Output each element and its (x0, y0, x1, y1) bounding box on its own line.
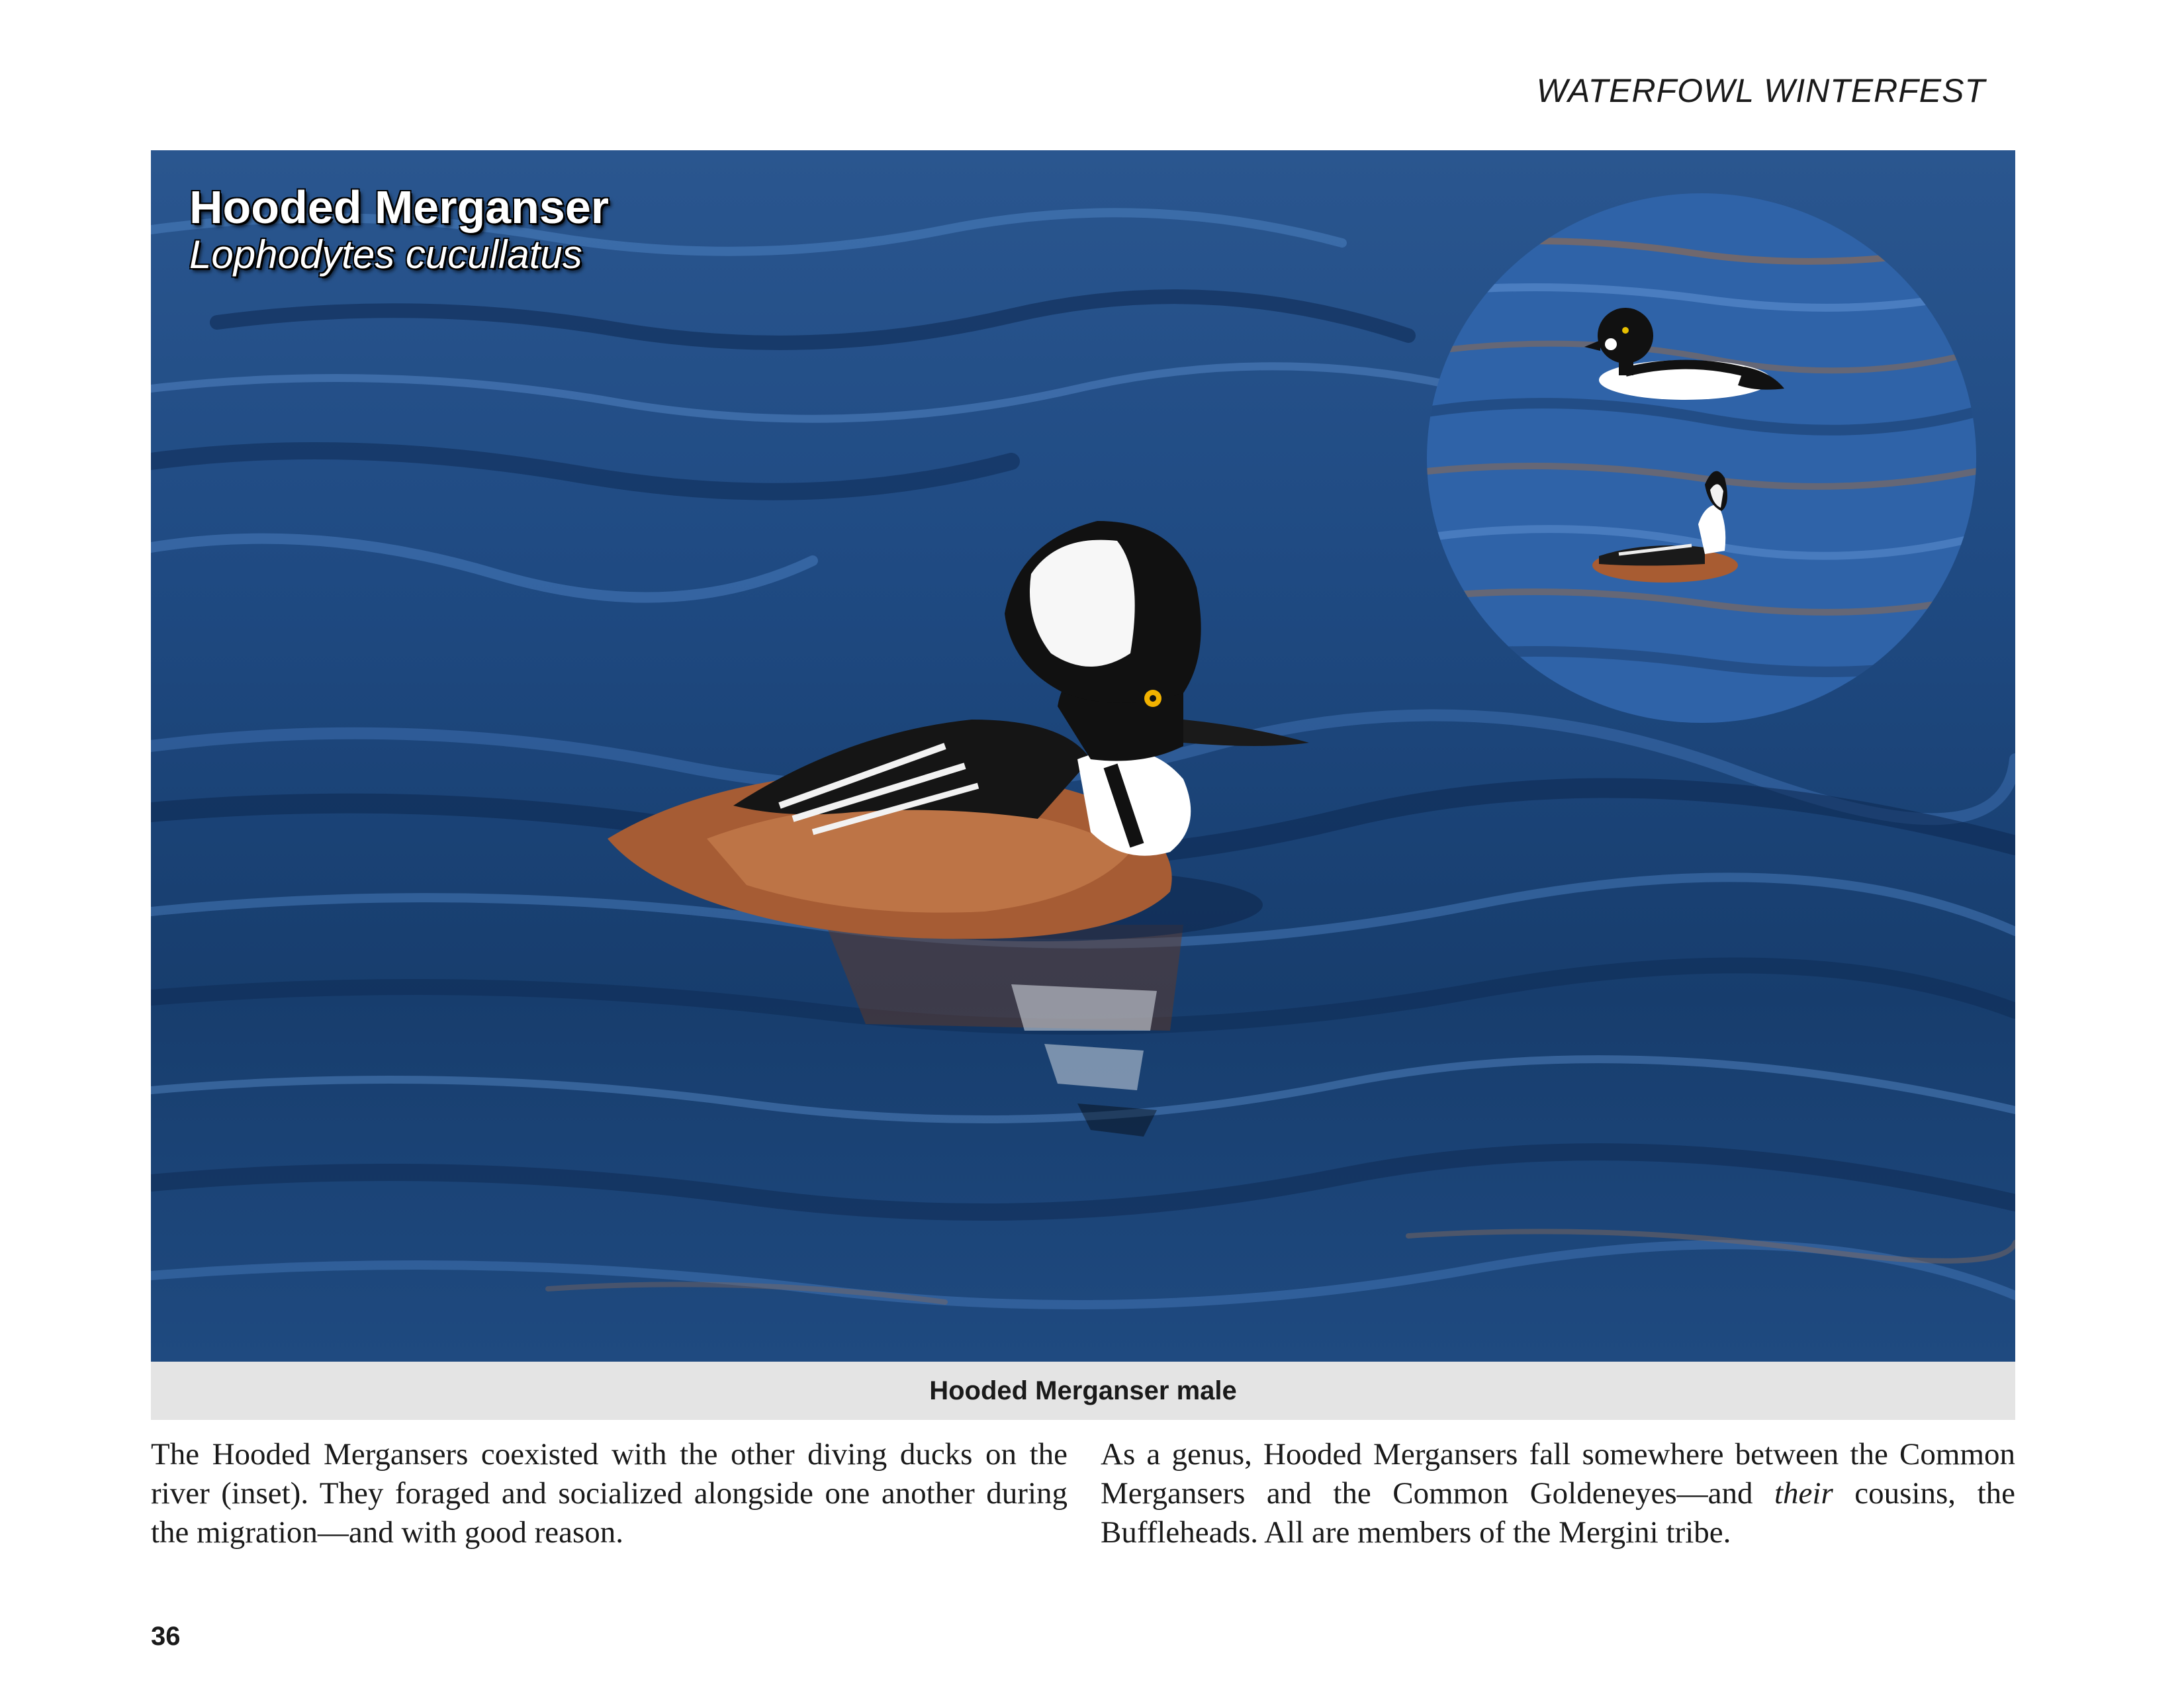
main-photo (151, 150, 2015, 1362)
body-right-text-start: As a genus, Hooded Mergansers fall somewhere between the Common Mergansers and the Common Goldeneyes—and (1101, 1437, 2015, 1511)
inset-photo (1427, 193, 1976, 723)
body-right-text-end: cousins, the Buffleheads. All are members of the Mergini tribe. (1101, 1476, 2015, 1550)
body-right-emphasis: their (1774, 1476, 1833, 1511)
running-head: WATERFOWL WINTERFEST (1536, 72, 1985, 109)
body-paragraph-left: The Hooded Mergansers coexisted with the other diving ducks on the river (inset). They foraged and socialized alongside one another during the migration—and with good reason. (151, 1437, 1068, 1550)
photo-title (189, 182, 609, 277)
body-paragraph-right (1101, 1435, 2015, 1552)
species-common-name: Hooded Merganser (189, 181, 609, 233)
photo-caption: Hooded Merganser male (151, 1362, 2015, 1420)
page-number: 36 (151, 1622, 181, 1651)
species-scientific-name: Lophodytes cucullatus (189, 232, 582, 277)
